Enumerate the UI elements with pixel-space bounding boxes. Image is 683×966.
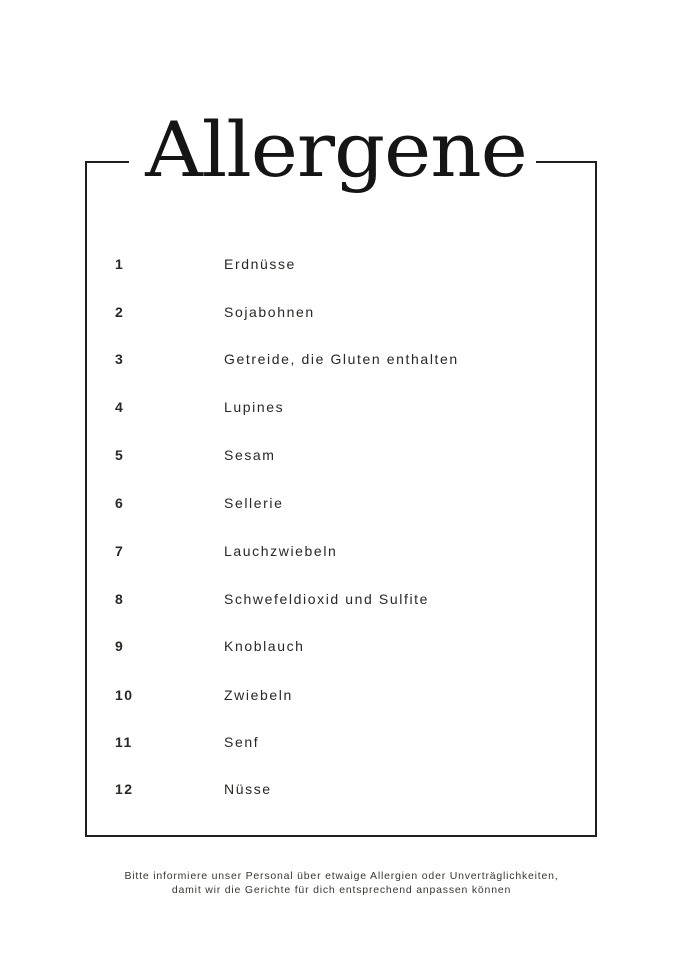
item-number: 6	[115, 495, 125, 511]
item-label: Lupines	[224, 399, 285, 415]
list-item	[0, 734, 683, 754]
item-number: 4	[115, 399, 125, 415]
item-number: 9	[115, 638, 125, 654]
item-number: 10	[115, 687, 134, 703]
item-number: 8	[115, 591, 125, 607]
item-label: Getreide, die Gluten enthalten	[224, 351, 459, 367]
item-number: 1	[115, 256, 125, 272]
list-item	[0, 638, 683, 658]
item-label: Lauchzwiebeln	[224, 543, 338, 559]
list-item	[0, 399, 683, 419]
item-number: 2	[115, 304, 125, 320]
list-item	[0, 591, 683, 611]
list-item	[0, 495, 683, 515]
frame-top-right-segment	[536, 161, 597, 163]
list-item	[0, 256, 683, 276]
list-item	[0, 687, 683, 707]
item-label: Nüsse	[224, 781, 272, 797]
item-number: 12	[115, 781, 134, 797]
item-number: 5	[115, 447, 125, 463]
item-label: Senf	[224, 734, 260, 750]
item-label: Knoblauch	[224, 638, 305, 654]
item-label: Sesam	[224, 447, 276, 463]
list-item	[0, 781, 683, 801]
item-label: Sellerie	[224, 495, 284, 511]
footer-line-1: Bitte informiere unser Personal über etwaige Allergien oder Unverträglichkeiten,	[124, 870, 559, 882]
list-item	[0, 351, 683, 371]
item-number: 3	[115, 351, 125, 367]
item-label: Sojabohnen	[224, 304, 315, 320]
list-item	[0, 447, 683, 467]
item-label: Erdnüsse	[224, 256, 296, 272]
list-item	[0, 543, 683, 563]
item-label: Schwefeldioxid und Sulfite	[224, 591, 430, 607]
frame-top-left-segment	[85, 161, 129, 163]
item-number: 7	[115, 543, 125, 559]
footer-note	[40, 869, 643, 897]
page-title: Allergene	[145, 105, 527, 194]
item-number: 11	[115, 734, 133, 750]
list-item	[0, 304, 683, 324]
item-label: Zwiebeln	[224, 687, 293, 703]
footer-line-2: damit wir die Gerichte für dich entsprechend anpassen können	[171, 884, 512, 896]
